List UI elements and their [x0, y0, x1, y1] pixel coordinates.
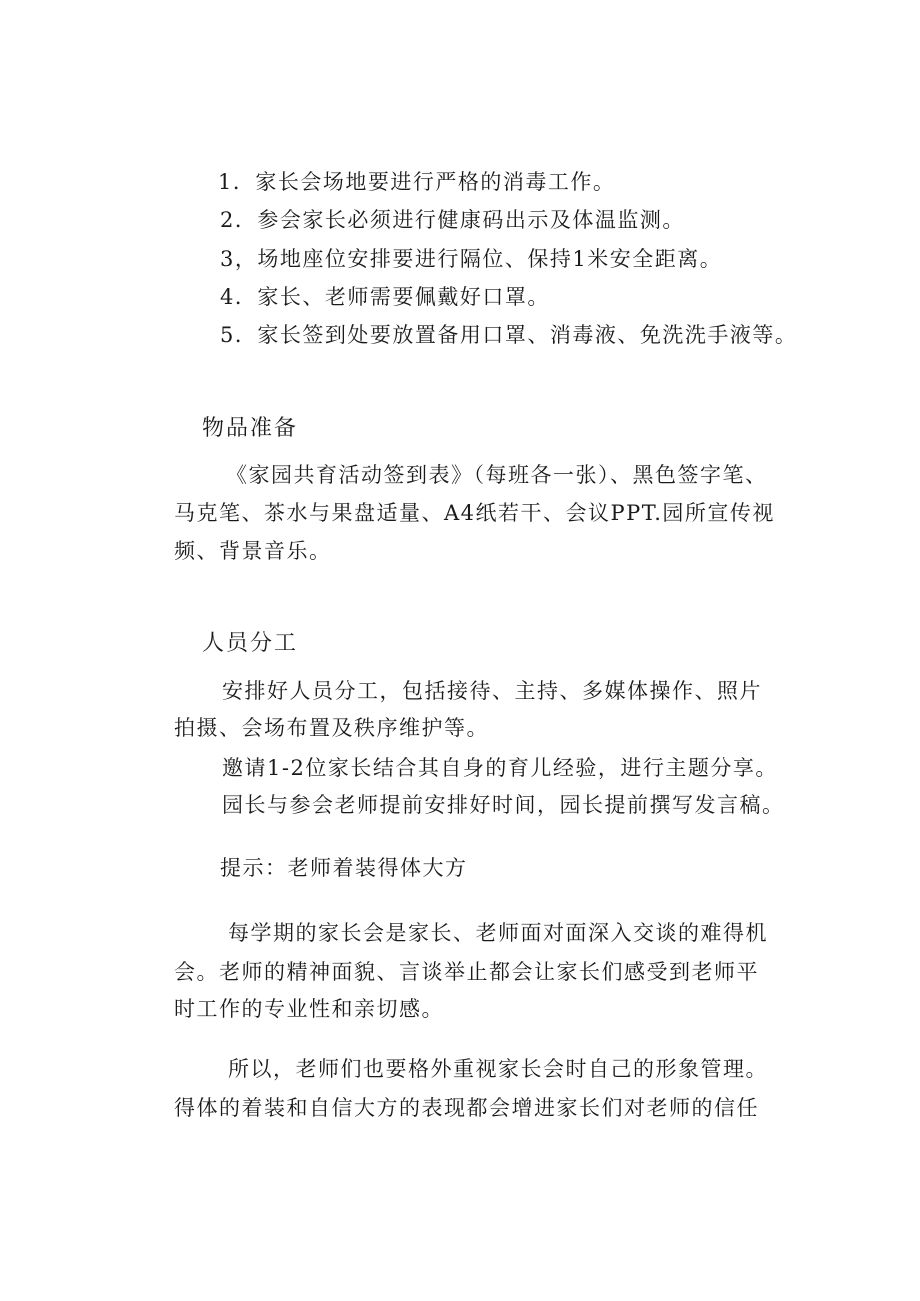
tip-para1-line-1: 每学期的家长会是家长、老师面对面深入交谈的难得机 — [228, 921, 768, 945]
tip-heading: 提示：老师着装得体大方 — [220, 856, 468, 880]
supplies-line-3: 频、背景音乐。 — [174, 539, 332, 563]
safety-item-3: 3，场地座位安排要进行隔位、保持1米安全距离。 — [220, 247, 723, 271]
supplies-line-1: 《家园共育活动签到表》（每班各一张）、黑色签字笔、 — [226, 463, 768, 487]
staffing-heading: 人员分工 — [202, 631, 299, 656]
tip-para1-line-2: 会。老师的精神面貌、言谈举止都会让家长们感受到老师平 — [174, 960, 759, 984]
tip-para1-line-3: 时工作的专业性和亲切感。 — [174, 997, 444, 1021]
supplies-heading: 物品准备 — [202, 416, 299, 441]
supplies-line-2: 马克笔、茶水与果盘适量、A4纸若干、会议PPT.园所宣传视 — [174, 501, 775, 525]
safety-item-5: 5．家长签到处要放置备用口罩、消毒液、免洗洗手液等。 — [220, 323, 798, 347]
staffing-line-2: 拍摄、会场布置及秩序维护等。 — [174, 716, 489, 740]
safety-item-2: 2．参会家长必须进行健康码出示及体温监测。 — [220, 208, 685, 232]
staffing-line-3: 邀请1-2位家长结合其自身的育儿经验，进行主题分享。 — [222, 756, 778, 780]
staffing-line-1: 安排好人员分工，包括接待、主持、多媒体操作、照片 — [222, 679, 762, 703]
safety-item-4: 4．家长、老师需要佩戴好口罩。 — [220, 285, 550, 309]
tip-para2-line-2: 得体的着装和自信大方的表现都会增进家长们对老师的信任 — [174, 1096, 759, 1120]
staffing-line-4: 园长与参会老师提前安排好时间，园长提前撰写发言稿。 — [222, 793, 785, 817]
tip-para2-line-1: 所以，老师们也要格外重视家长会时自己的形象管理。 — [228, 1057, 768, 1081]
safety-item-1: 1．家长会场地要进行严格的消毒工作。 — [218, 170, 616, 194]
